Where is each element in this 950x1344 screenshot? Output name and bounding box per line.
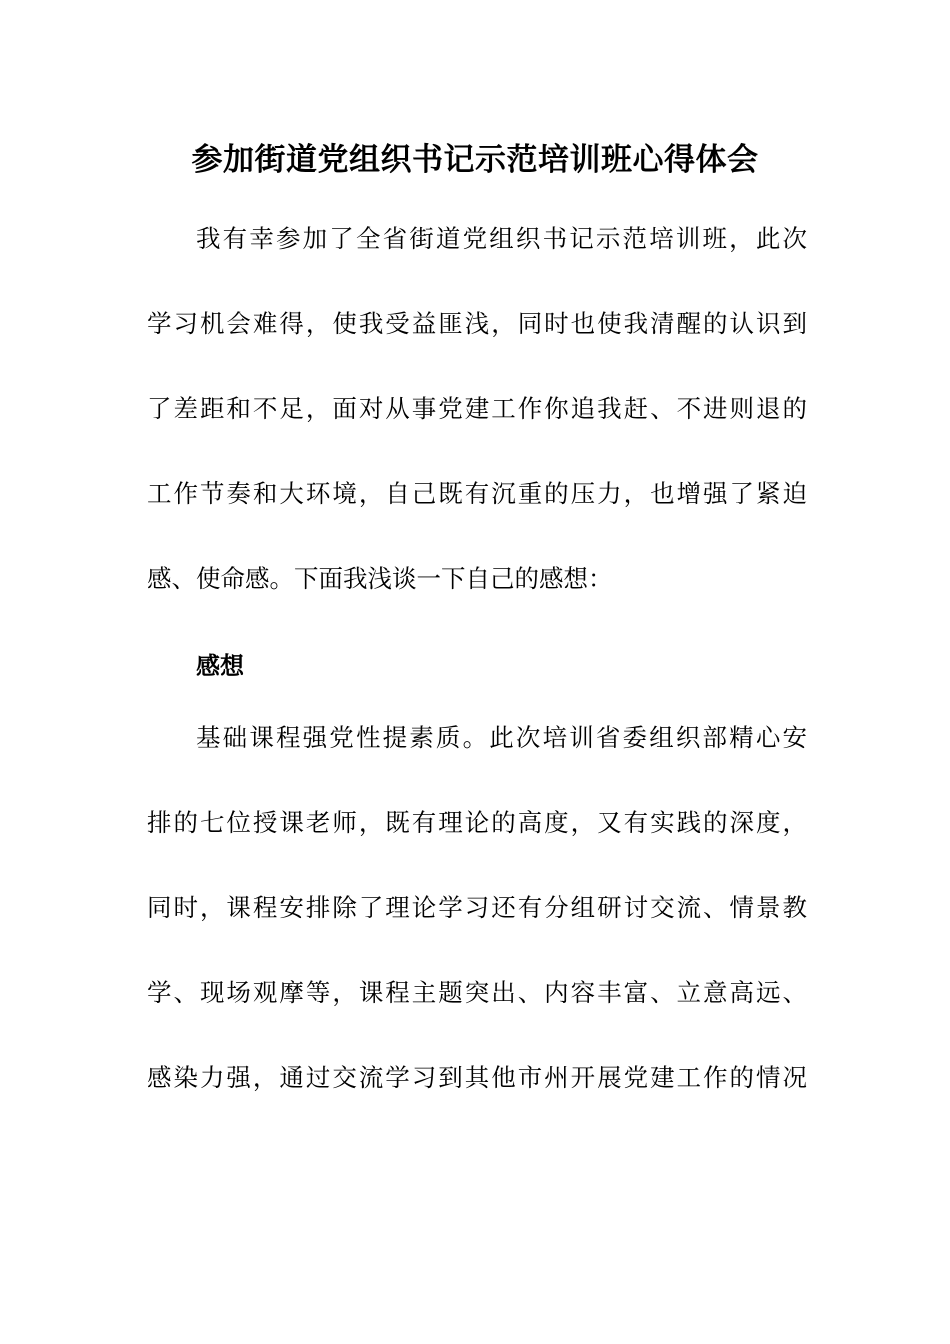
section-heading: 感想 (196, 652, 244, 680)
paragraph-line: 了差距和不足，面对从事党建工作你追我赶、不进则退的 (147, 394, 807, 423)
paragraph-line: 感、使命感。下面我浅谈一下自己的感想： (147, 564, 613, 593)
paragraph-line: 基础课程强党性提素质。此次培训省委组织部精心安 (196, 723, 807, 752)
paragraph-line: 学习机会难得，使我受益匪浅，同时也使我清醒的认识到 (147, 309, 807, 338)
paragraph-line: 排的七位授课老师，既有理论的高度，又有实践的深度， (147, 808, 807, 837)
paragraph-line: 学、现场观摩等，课程主题突出、内容丰富、立意高远、 (147, 978, 807, 1007)
document-title: 参加街道党组织书记示范培训班心得体会 (191, 142, 759, 178)
paragraph-line: 工作节奏和大环境，自己既有沉重的压力，也增强了紧迫 (147, 479, 807, 508)
paragraph-line: 我有幸参加了全省街道党组织书记示范培训班，此次 (196, 224, 807, 253)
paragraph-line: 同时，课程安排除了理论学习还有分组研讨交流、情景教 (147, 893, 807, 922)
paragraph-line: 感染力强，通过交流学习到其他市州开展党建工作的情况 (147, 1063, 807, 1092)
